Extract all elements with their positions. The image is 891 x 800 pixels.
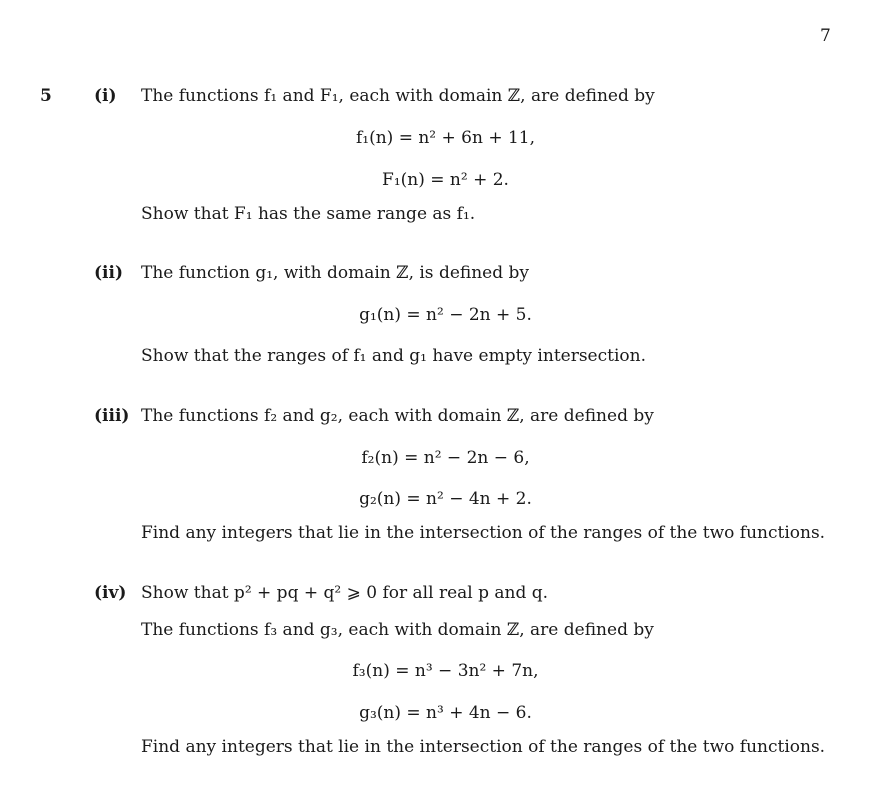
part-ii-intro: The function g₁, with domain ℤ, is defined by	[141, 263, 530, 283]
part-i-intro: The functions f₁ and F₁, each with domain ℤ, are defined by	[141, 86, 655, 106]
part-iv-task: Find any integers that lie in the intersection of the ranges of the two functions.	[141, 737, 826, 757]
part-iv-equation-1: f₃(n) = n³ − 3n² + 7n,	[352, 661, 539, 681]
part-i-equation-1: f₁(n) = n² + 6n + 11,	[355, 128, 536, 148]
part-iii-intro: The functions f₂ and g₂, each with domain ℤ, are defined by	[141, 406, 654, 426]
part-iv-equation-2: g₃(n) = n³ + 4n − 6.	[359, 703, 532, 723]
part-iii-task: Find any integers that lie in the intersection of the ranges of the two functions.	[141, 523, 826, 543]
part-i-label: (i)	[94, 86, 117, 106]
page-number: 7	[820, 26, 831, 46]
part-iii-label: (iii)	[94, 406, 130, 426]
part-iv-first-line: Show that p² + pq + q² ⩾ 0 for all real p and q.	[141, 583, 549, 603]
part-ii-label: (ii)	[94, 263, 124, 283]
part-iii-equation-2: g₂(n) = n² − 4n + 2.	[359, 489, 532, 509]
part-ii-task: Show that the ranges of f₁ and g₁ have empty intersection.	[141, 346, 646, 366]
part-iii-equation-1: f₂(n) = n² − 2n − 6,	[361, 448, 530, 468]
part-ii-equation-1: g₁(n) = n² − 2n + 5.	[359, 305, 532, 325]
part-iv-intro: The functions f₃ and g₃, each with domain ℤ, are defined by	[141, 620, 654, 640]
part-i-task: Show that F₁ has the same range as f₁.	[141, 204, 476, 224]
part-i-equation-2: F₁(n) = n² + 2.	[382, 170, 509, 190]
part-iv-label: (iv)	[94, 583, 127, 603]
question-number: 5	[40, 86, 52, 106]
